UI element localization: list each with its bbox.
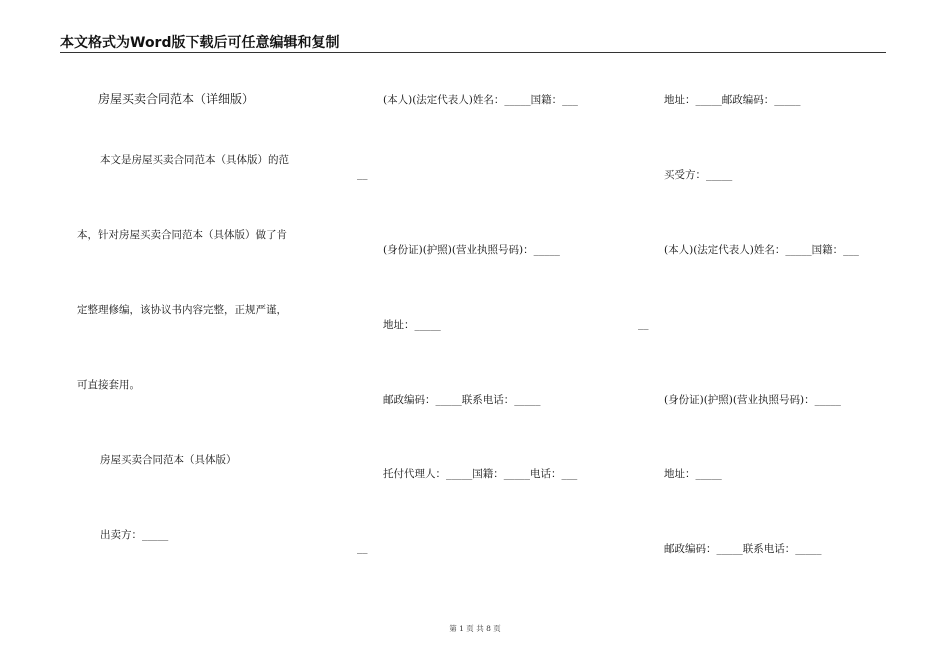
intro-line-3: 定整理修编，该协议书内容完整，正规严谨， <box>77 304 287 316</box>
line-stub: __ <box>357 168 368 180</box>
intro-line-2: 本，针对房屋买卖合同范本（具体版）做了肯 <box>77 229 287 241</box>
contract-subtitle: 房屋买卖合同范本（具体版） <box>100 454 237 466</box>
contract-title: 房屋买卖合同范本（详细版） <box>98 92 255 106</box>
seller-address-field: 地址：_____ <box>383 319 441 331</box>
buyer-name-nationality: (本人)(法定代表人)姓名：_____国籍：___ <box>664 244 859 256</box>
seller-postal-phone-field: 邮政编码：_____联系电话：_____ <box>383 394 541 406</box>
buyer-id-field: (身份证)(护照)(营业执照号码)：_____ <box>664 394 841 406</box>
line-stub: __ <box>357 542 368 554</box>
seller-address-postal-field: 地址：_____邮政编码：_____ <box>664 94 801 106</box>
line-stub: __ <box>638 318 649 330</box>
buyer-postal-phone-field: 邮政编码：_____联系电话：_____ <box>664 543 822 555</box>
seller-id-field: (身份证)(护照)(营业执照号码)：_____ <box>383 244 560 256</box>
intro-line-1: 本文是房屋买卖合同范本（具体版）的范 <box>100 154 289 166</box>
document-header: 本文格式为Word版下载后可任意编辑和复制 <box>60 35 340 51</box>
buyer-address-field: 地址：_____ <box>664 468 722 480</box>
seller-field: 出卖方：_____ <box>100 529 169 541</box>
buyer-field: 买受方：_____ <box>664 169 733 181</box>
seller-name-nationality: (本人)(法定代表人)姓名：_____国籍：___ <box>383 94 578 106</box>
agent-field: 托付代理人：_____国籍：_____电话：___ <box>383 468 578 480</box>
page-number: 第 1 页 共 8 页 <box>449 624 501 633</box>
header-divider <box>60 52 886 53</box>
intro-line-4: 可直接套用。 <box>77 379 140 391</box>
